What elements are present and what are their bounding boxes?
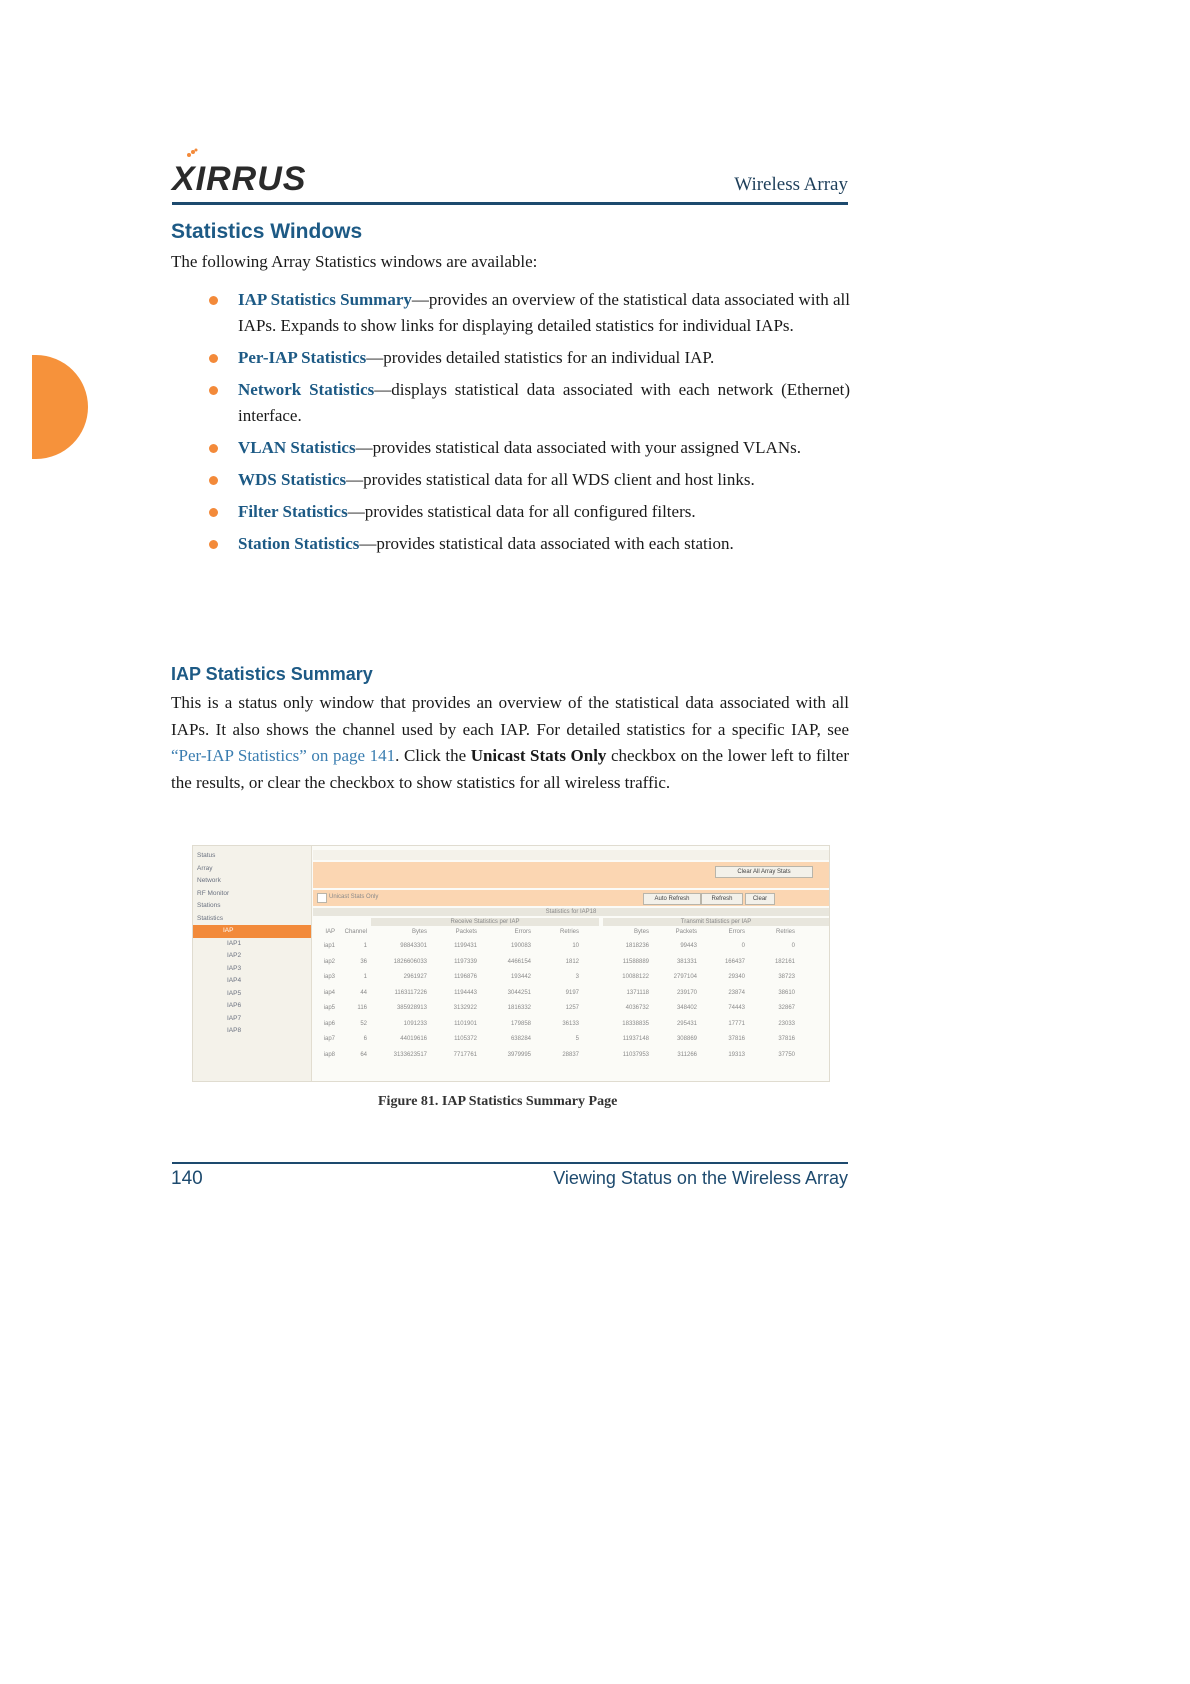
- link-vlan-statistics[interactable]: VLAN Statistics: [238, 438, 356, 457]
- table-cell: iap5: [323, 1005, 335, 1011]
- table-cell: 18338835: [622, 1020, 649, 1027]
- column-header: Retries: [775, 929, 795, 935]
- nav-item-iap8[interactable]: IAP8: [227, 1027, 242, 1034]
- table-cell: 190083: [510, 943, 531, 949]
- table-cell: 11588889: [622, 958, 649, 965]
- nav-item-iap5[interactable]: IAP5: [227, 989, 242, 997]
- table-cell: 74443: [728, 1005, 745, 1011]
- bullet-icon: [209, 476, 218, 485]
- list-item: [208, 377, 850, 429]
- column-header: Errors: [728, 929, 745, 935]
- page-number: 140: [171, 1168, 203, 1189]
- figure-caption: Figure 81. IAP Statistics Summary Page: [378, 1094, 618, 1109]
- link-network-statistics[interactable]: Network Statistics: [238, 380, 375, 399]
- table-cell: 6: [363, 1036, 367, 1042]
- column-header: Retries: [559, 929, 579, 935]
- bullet-icon: [209, 444, 218, 453]
- list-item-text: —provides statistical data for all configured filters.: [347, 502, 696, 521]
- nav-item-network[interactable]: Network: [197, 877, 221, 884]
- table-cell: 52: [360, 1020, 367, 1027]
- table-cell: 5: [575, 1036, 579, 1042]
- subsection-title: IAP Statistics Summary: [171, 664, 373, 684]
- table-cell: iap7: [323, 1036, 335, 1042]
- table-cell: iap6: [323, 1020, 335, 1027]
- table-cell: iap2: [323, 958, 335, 965]
- column-header: Channel: [344, 929, 367, 935]
- paragraph-text: checkbox on the lower left to filter the results, or clear the checkbox to show statistics for all wireless traffic.: [171, 746, 849, 792]
- table-cell: 11037953: [622, 1051, 649, 1058]
- nav-item-iap7[interactable]: IAP7: [227, 1014, 242, 1022]
- table-cell: 179858: [510, 1020, 531, 1027]
- table-cell: 1163117226: [394, 989, 427, 996]
- table-cell: 36133: [562, 1020, 579, 1027]
- paragraph-text: This is a status only window that provides an overview of the statistical data associated with all IAPs. It also shows the channel used by each IAP. For detailed statistics for a specific IAP, see: [171, 693, 849, 739]
- link-wds-statistics[interactable]: WDS Statistics: [238, 470, 347, 489]
- table-cell: 9197: [565, 989, 579, 996]
- clear-button[interactable]: Clear: [745, 893, 775, 905]
- table-cell: 23033: [778, 1020, 795, 1027]
- table-cell: 308869: [676, 1036, 697, 1042]
- table-cell: 38723: [778, 974, 795, 980]
- table-cell: iap8: [323, 1051, 335, 1058]
- column-header: Bytes: [411, 929, 427, 935]
- table-cell: 116: [357, 1005, 367, 1011]
- nav-item-array[interactable]: Array: [197, 864, 213, 872]
- unicast-stats-label: Unicast Stats Only: [329, 894, 379, 900]
- table-cell: 99443: [680, 943, 697, 949]
- table-cell: 10: [572, 943, 579, 949]
- figure-status-bar: [313, 850, 829, 860]
- table-cell: 28837: [562, 1051, 579, 1058]
- nav-item-iap-selected[interactable]: IAP: [193, 925, 311, 938]
- column-header: Errors: [514, 929, 531, 935]
- table-cell: 0: [741, 943, 745, 949]
- table-cell: 23874: [728, 989, 745, 996]
- table-cell: 4036732: [625, 1005, 649, 1011]
- column-header: Packets: [675, 929, 697, 935]
- table-cell: 1101901: [454, 1020, 477, 1027]
- table-cell: 2797104: [673, 974, 697, 980]
- column-header: Bytes: [633, 929, 649, 935]
- table-cell: 7717761: [453, 1051, 477, 1058]
- list-item: [208, 287, 850, 339]
- link-station-statistics[interactable]: Station Statistics: [238, 534, 360, 553]
- table-cell: 638284: [510, 1036, 531, 1042]
- list-item: [208, 345, 850, 371]
- column-header: IAP: [325, 929, 335, 935]
- iap-statistics-screenshot: [192, 845, 830, 1082]
- list-item-text: —provides detailed statistics for an individual IAP.: [366, 348, 715, 367]
- table-cell: 239170: [676, 989, 697, 996]
- paragraph-text: . Click the: [395, 746, 471, 765]
- nav-item-rf-monitor[interactable]: RF Monitor: [197, 889, 230, 897]
- auto-refresh-toggle[interactable]: Auto Refresh: [643, 893, 701, 905]
- list-item-text: —provides an overview of the statistical data associated with all IAPs. Expands to show links for displaying detailed statistics for individual IAPs.: [238, 290, 850, 335]
- list-item-text: —provides statistical data associated with each station.: [359, 534, 734, 553]
- table-cell: 385928913: [396, 1005, 427, 1011]
- table-cell: 311266: [677, 1051, 697, 1058]
- unicast-stats-checkbox[interactable]: [317, 893, 327, 903]
- table-cell: 44019616: [400, 1036, 427, 1042]
- table-cell: 1197339: [454, 958, 477, 965]
- bullet-icon: [209, 508, 218, 517]
- table-cell: 98843301: [400, 943, 427, 949]
- statistics-window-list: [208, 287, 850, 563]
- cross-reference-link[interactable]: “Per-IAP Statistics” on page 141: [171, 746, 396, 765]
- list-item-text: —provides statistical data for all WDS client and host links.: [346, 470, 755, 489]
- table-cell: iap4: [323, 989, 335, 996]
- table-cell: 0: [791, 943, 795, 949]
- table-cell: 2961927: [403, 974, 427, 980]
- table-cell: iap3: [323, 974, 335, 980]
- figure-table-title: Statistics for IAP18: [313, 908, 829, 916]
- table-cell: 1105372: [454, 1036, 477, 1042]
- list-item: [208, 467, 850, 493]
- table-cell: 1816332: [507, 1005, 531, 1011]
- link-iap-statistics-summary[interactable]: IAP Statistics Summary: [238, 290, 412, 309]
- nav-item-iap3[interactable]: IAP3: [227, 964, 242, 972]
- table-cell: 29340: [728, 974, 745, 980]
- xirrus-logo: [172, 146, 312, 196]
- table-cell: 3044251: [507, 989, 531, 996]
- bullet-icon: [209, 296, 218, 305]
- table-cell: 193442: [510, 974, 531, 980]
- nav-item-iap1[interactable]: IAP1: [227, 939, 242, 947]
- table-cell: iap1: [323, 943, 335, 949]
- table-cell: 37816: [778, 1036, 795, 1042]
- table-cell: 182161: [774, 958, 795, 965]
- list-item-text: —displays statistical data associated with each network (Ethernet) interface.: [238, 380, 850, 425]
- table-cell: 1199431: [454, 943, 477, 949]
- table-cell: 19313: [728, 1051, 745, 1058]
- table-cell: 3: [575, 974, 579, 980]
- chapter-tab: [32, 355, 88, 459]
- list-item: [208, 435, 850, 461]
- list-item: [208, 531, 850, 557]
- table-cell: 32867: [778, 1005, 795, 1011]
- table-cell: 64: [360, 1051, 367, 1058]
- table-cell: 37750: [778, 1051, 795, 1058]
- table-cell: 1091233: [403, 1020, 427, 1027]
- subsection-paragraph: [171, 690, 849, 796]
- table-cell: 1371118: [626, 989, 649, 996]
- link-filter-statistics[interactable]: Filter Statistics: [238, 502, 348, 521]
- table-cell: 3132922: [453, 1005, 477, 1011]
- table-cell: 44: [360, 989, 367, 996]
- table-cell: 4466154: [507, 958, 531, 965]
- table-cell: 36: [360, 958, 367, 965]
- figure-main-panel: [313, 846, 829, 1081]
- link-per-iap-statistics[interactable]: Per-IAP Statistics: [238, 348, 367, 367]
- header-rule: [172, 202, 848, 205]
- paragraph-bold-text: Unicast Stats Only: [470, 746, 607, 765]
- figure-nav-tree: [193, 846, 312, 1082]
- table-cell: 295431: [676, 1020, 697, 1027]
- table-cell: 1826606033: [393, 958, 427, 965]
- table-cell: 11937148: [622, 1036, 649, 1042]
- table-cell: 381331: [676, 958, 697, 965]
- table-cell: 38610: [778, 989, 795, 996]
- table-cell: 1257: [565, 1005, 579, 1011]
- refresh-button[interactable]: Refresh: [701, 893, 743, 905]
- list-item: [208, 499, 850, 525]
- nav-item-status[interactable]: Status: [197, 852, 216, 859]
- table-cell: 348402: [676, 1005, 697, 1011]
- receive-group-header: Receive Statistics per IAP: [371, 918, 599, 926]
- table-cell: 1: [363, 943, 367, 949]
- clear-all-stats-button[interactable]: Clear All Array Stats: [715, 866, 813, 878]
- table-cell: 3979995: [507, 1051, 531, 1058]
- table-cell: 10088122: [622, 974, 649, 980]
- nav-item-statistics[interactable]: Statistics: [197, 914, 224, 922]
- nav-item-stations[interactable]: Stations: [197, 902, 221, 909]
- table-cell: 17771: [728, 1020, 745, 1027]
- bullet-icon: [209, 354, 218, 363]
- section-intro: The following Array Statistics windows are available:: [171, 252, 538, 271]
- nav-item-iap6[interactable]: IAP6: [227, 1002, 242, 1009]
- nav-item-iap4[interactable]: IAP4: [227, 977, 242, 984]
- table-cell: 1818236: [625, 943, 649, 949]
- header-title: Wireless Array: [734, 174, 848, 195]
- table-cell: 166437: [724, 958, 745, 965]
- table-cell: 1196876: [454, 974, 477, 980]
- list-item-text: —provides statistical data associated with your assigned VLANs.: [355, 438, 801, 457]
- logo-text: XIRRUS: [172, 160, 307, 198]
- section-title: Statistics Windows: [171, 220, 363, 243]
- table-cell: 3133623517: [393, 1051, 427, 1058]
- transmit-group-header: Transmit Statistics per IAP: [603, 918, 829, 926]
- footer-rule: [172, 1162, 848, 1164]
- table-cell: 1: [363, 974, 367, 980]
- table-cell: 1194443: [454, 989, 477, 996]
- logo-dots-icon: [186, 148, 198, 158]
- bullet-icon: [209, 540, 218, 549]
- column-header: Packets: [455, 929, 477, 935]
- table-cell: 1812: [565, 958, 579, 965]
- nav-item-iap2[interactable]: IAP2: [227, 952, 242, 959]
- footer-title: Viewing Status on the Wireless Array: [553, 1168, 848, 1188]
- table-cell: 37816: [728, 1036, 745, 1042]
- bullet-icon: [209, 386, 218, 395]
